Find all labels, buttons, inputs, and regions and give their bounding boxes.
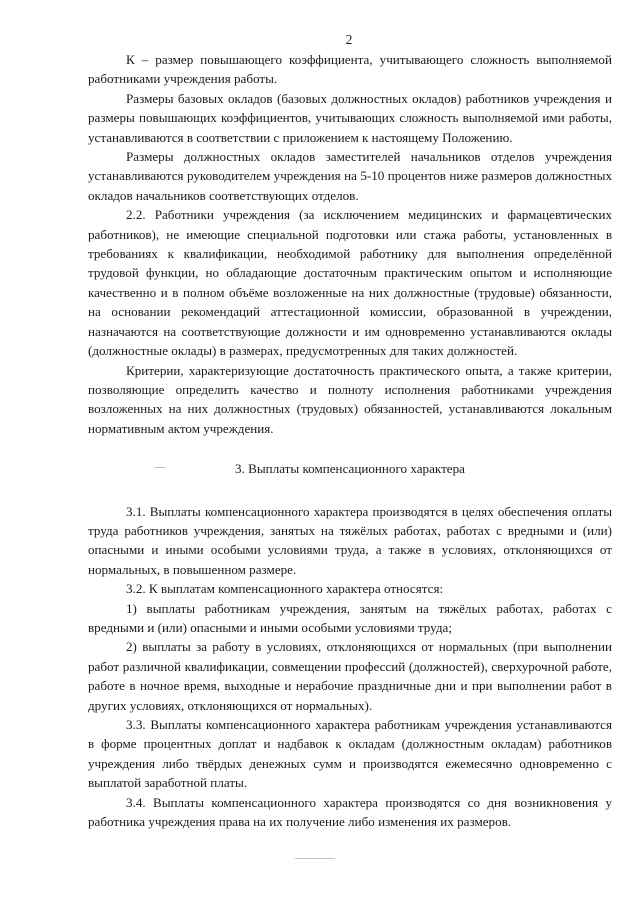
paragraph-base-salaries: Размеры базовых окладов (базовых должностных окладов) работников учреждения и размеры повышающих коэффициентов, учитывающих сложность выполняемой ими работы, устанавливаются в соответствии с приложением к настоящему Положению.: [88, 90, 612, 145]
paragraph-3-2: 3.2. К выплатам компенсационного характера относятся:: [126, 581, 444, 597]
scan-mark: [155, 467, 165, 468]
paragraph-2-2: 2.2. Работники учреждения (за исключением медицинских и фармацевтических работников), не имеющие специальной подготовки или стажа работы, установленных в требованиях к квалификации, необходимой работнику для выполнения определённой трудовой функции, но обладающие достаточным практическим опытом и исполняющие качественно и в полном объёме возложенные на них должностные (трудовые) обязанности, на основании рекомендаций аттестационной комиссии, образованной в учреждении, назначаются на соответствующие должности и им одновременно устанавливаются оклады (должностные оклады) в размерах, предусмотренных для таких должностей.: [88, 207, 612, 359]
paragraph-deputy-salaries: Размеры должностных окладов заместителей начальников отделов учреждения устанавливаются руководителем учреждения на 5-10 процентов ниже размеров должностных окладов начальников соответствующих отделов.: [88, 149, 612, 203]
paragraph-3-3: 3.3. Выплаты компенсационного характера работникам учреждения устанавливаются в форме процентных доплат и надбавок к окладам (должностным окладам) работников учреждения либо твёрдых денежных сумм и производятся ежемесячно одновременно с выплатой заработной платы.: [88, 717, 612, 791]
page-number: 2: [345, 32, 353, 47]
paragraph-coefficient-k: К – размер повышающего коэффициента, учитывающего сложность выполняемой работниками учреждения работы.: [88, 52, 612, 87]
scan-mark: [295, 858, 335, 859]
list-item-1: 1) выплаты работникам учреждения, занятым на тяжёлых работах, работах с вредными и (или) опасными и иными особыми условиями труда;: [88, 600, 612, 635]
paragraph-3-1: 3.1. Выплаты компенсационного характера производятся в целях обеспечения оплаты труда работников учреждения, занятых на тяжёлых работах, работах с вредными и (или) опасными и иными особыми условиями труда, а также в условиях, отклоняющихся от нормальных, в повышенном размере.: [88, 503, 612, 577]
document-body: [88, 50, 612, 831]
list-item-2: 2) выплаты за работу в условиях, отклоняющихся от нормальных (при выполнении работ различной квалификации, совмещении профессий (должностей), сверхурочной работе, работе в ночное время, выходные и нерабочие праздничные дни и при выполнении работ в других условиях, отклоняющихся от нормальных).: [88, 639, 612, 713]
section-heading: 3. Выплаты компенсационного характера: [235, 461, 465, 477]
paragraph-criteria: Критерии, характеризующие достаточность практического опыта, а также критерии, позволяющие определить качество и полноту исполнения работниками учреждения возложенных на них должностных (трудовых) обязанностей, устанавливаются локальным нормативным актом учреждения.: [88, 362, 612, 436]
paragraph-3-4: 3.4. Выплаты компенсационного характера производятся со дня возникновения у работника учреждения права на их получение либо изменения их размеров.: [88, 794, 612, 830]
